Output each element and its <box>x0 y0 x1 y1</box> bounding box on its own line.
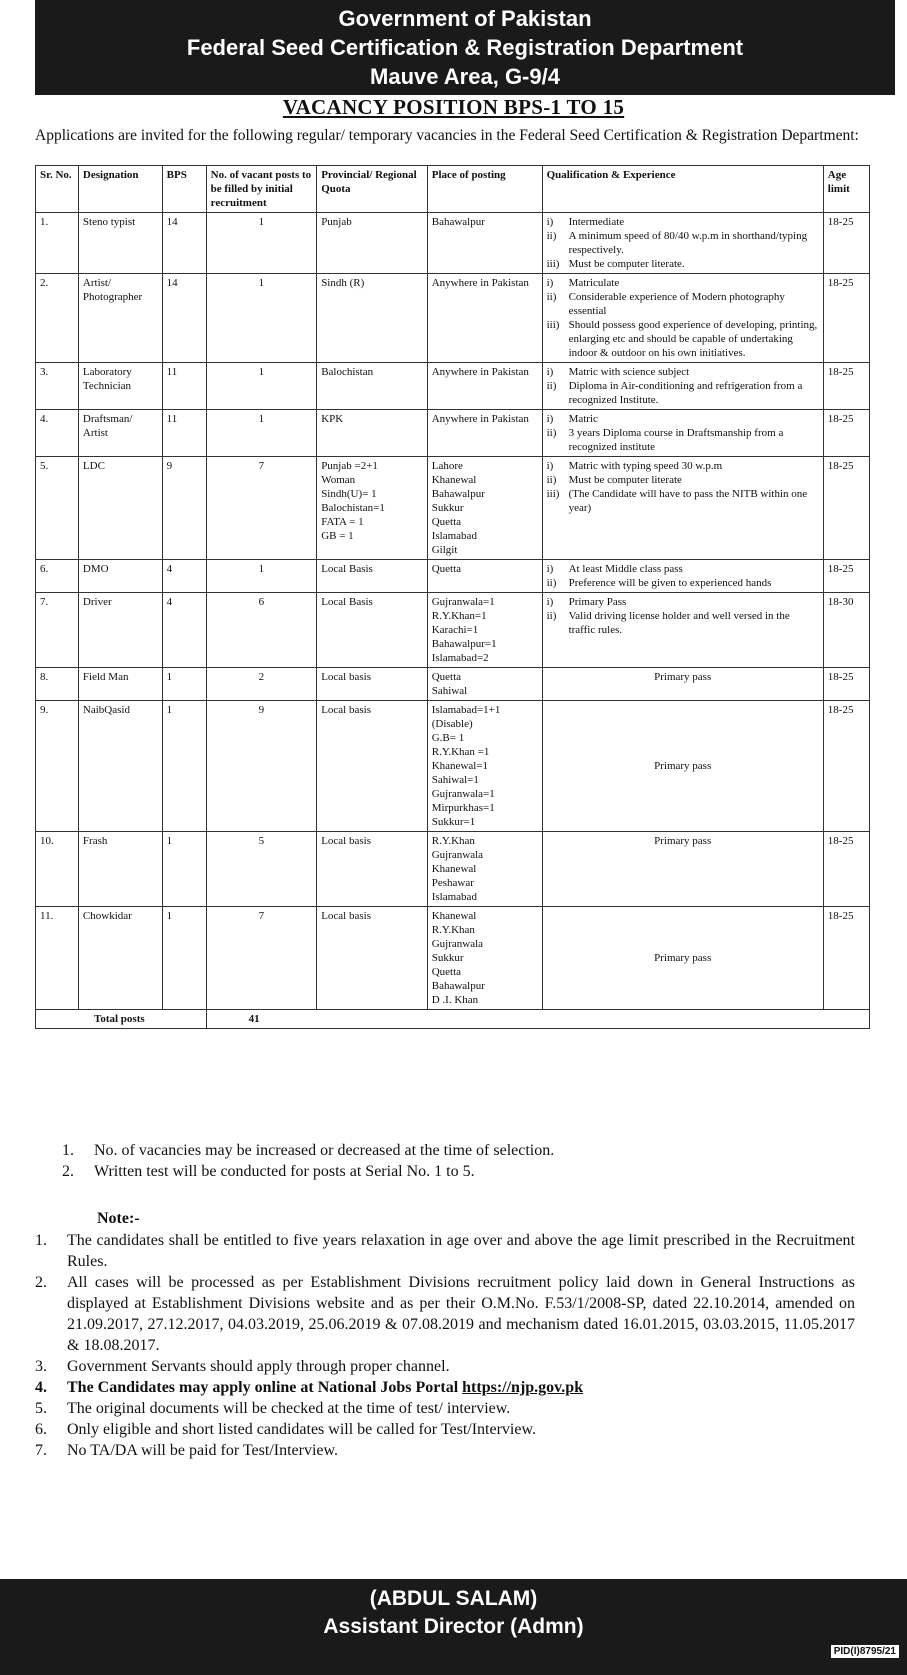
qualification-item <box>547 459 819 473</box>
cell-qualification <box>542 457 823 560</box>
cell-bps: 1 <box>162 907 206 1010</box>
cell-designation: LDC <box>78 457 162 560</box>
note-text-content: All cases will be processed as per Establishment Divisions recruitment policy laid down in General Instructions as displayed at Establishment Divisions website and as per their O.M.No. F.53/1/2008-SP, dated 22.10.2014, amended on 21.09.2017, 27.12.2017, 04.03.2019, 25.06.2019 & 07.08.2019 and mechanism dated 16.01.2015, 03.03.2015, 11.05.2017 & 18.08.2017. <box>67 1274 855 1354</box>
note-num: 3. <box>35 1358 47 1375</box>
qualification-list <box>547 595 819 637</box>
qualification-list <box>547 215 819 271</box>
note-text <box>67 1356 450 1377</box>
qualification-item <box>547 365 819 379</box>
quota-line: Woman <box>321 474 356 486</box>
quota-line: FATA = 1 <box>321 516 364 528</box>
cell-bps: 4 <box>162 593 206 668</box>
njp-portal-link[interactable]: https://njp.gov.pk <box>462 1379 584 1396</box>
qualification-num: iii) <box>546 488 560 500</box>
place-line: Quetta <box>431 966 462 978</box>
cell-age: 18-25 <box>823 560 869 593</box>
table-row <box>36 410 870 457</box>
place-line: Karachi=1 <box>431 624 479 636</box>
cell-qualification <box>542 363 823 410</box>
table-row <box>36 832 870 907</box>
qualification-num: i) <box>546 460 554 472</box>
qualification-text: Valid driving license holder and well versed in the traffic rules. <box>568 610 790 636</box>
qualification-item <box>547 229 819 257</box>
qualification-num: ii) <box>546 427 557 439</box>
place-line: R.Y.Khan=1 <box>431 610 487 622</box>
cell-quota <box>317 363 428 410</box>
table-row <box>36 668 870 701</box>
pid-number: PID(I)8795/21 <box>831 1645 899 1658</box>
place-line: Islamabad=2 <box>431 652 489 664</box>
cell-sr: 8. <box>36 668 79 701</box>
qualification-list <box>547 365 819 407</box>
header-line-address: Mauve Area, G-9/4 <box>370 64 560 89</box>
cell-posts: 1 <box>206 410 317 457</box>
table-body <box>36 213 870 1029</box>
quota-line: Sindh(U)= 1 <box>321 488 377 500</box>
cell-quota <box>317 832 428 907</box>
note-text-content: Government Servants should apply through proper channel. <box>67 1358 450 1375</box>
col-header-designation: Designation <box>78 166 162 213</box>
quota-line: Local Basis <box>321 596 373 608</box>
qualification-list <box>547 459 819 515</box>
cell-quota <box>317 560 428 593</box>
note-text <box>67 1440 338 1461</box>
cell-posts: 1 <box>206 560 317 593</box>
place-line: Bahawalpur=1 <box>431 638 497 650</box>
qualification-num: ii) <box>546 474 557 486</box>
note-num: 2. <box>35 1274 47 1291</box>
cell-age: 18-25 <box>823 907 869 1010</box>
cell-quota <box>317 274 428 363</box>
cell-designation: Chowkidar <box>78 907 162 1010</box>
qualification-num: i) <box>546 216 554 228</box>
remark-num: 2. <box>62 1163 74 1180</box>
cell-place <box>427 213 542 274</box>
cell-place <box>427 560 542 593</box>
cell-place <box>427 701 542 832</box>
place-line: Mirpurkhas=1 <box>431 802 495 814</box>
quota-line: KPK <box>321 413 344 425</box>
qualification-num: i) <box>546 563 554 575</box>
total-value-cell <box>206 1010 869 1029</box>
cell-posts: 1 <box>206 274 317 363</box>
cell-quota <box>317 668 428 701</box>
note-text-content: The original documents will be checked at the time of test/ interview. <box>67 1400 511 1417</box>
place-line: Gujranwala=1 <box>431 788 495 800</box>
cell-place <box>427 274 542 363</box>
table-row <box>36 457 870 560</box>
table-row <box>36 560 870 593</box>
table-row <box>36 907 870 1010</box>
note-item <box>35 1356 855 1377</box>
note-text <box>67 1377 583 1398</box>
qualification-item <box>547 257 819 271</box>
cell-posts: 5 <box>206 832 317 907</box>
qualification-text: Matric with typing speed 30 w.p.m <box>568 460 723 472</box>
cell-age: 18-25 <box>823 701 869 832</box>
note-num: 1. <box>35 1232 47 1249</box>
signatory-designation: Assistant Director (Admn) <box>323 1615 584 1638</box>
cell-quota <box>317 213 428 274</box>
cell-bps: 11 <box>162 363 206 410</box>
qualification-num: ii) <box>546 230 557 242</box>
cell-sr: 1. <box>36 213 79 274</box>
place-line: Quetta <box>431 671 462 683</box>
col-header-bps: BPS <box>162 166 206 213</box>
header-line-department: Federal Seed Certification & Registration Department <box>186 35 744 60</box>
place-line: Sukkur=1 <box>431 816 476 828</box>
qualification-num: ii) <box>546 610 557 622</box>
cell-qualification: Primary pass <box>542 701 823 832</box>
qualification-num: i) <box>546 277 554 289</box>
qualification-text: At least Middle class pass <box>568 563 683 575</box>
cell-qualification <box>542 560 823 593</box>
place-line: Bahawalpur <box>431 216 485 228</box>
intro-text: Applications are invited for the following regular/ temporary vacancies in the Federal Seed Certification & Registration Department: <box>35 127 859 144</box>
place-line: R.Y.Khan <box>431 835 475 847</box>
qualification-text: Matriculate <box>568 277 620 289</box>
qualification-text: Must be computer literate <box>568 474 682 486</box>
cell-qualification: Primary pass <box>542 907 823 1010</box>
place-line: Anywhere in Pakistan <box>431 366 529 378</box>
qualification-text: (The Candidate will have to pass the NITB within one year) <box>568 488 808 514</box>
cell-posts: 2 <box>206 668 317 701</box>
qualification-text: A minimum speed of 80/40 w.p.m in shorthand/typing respectively. <box>568 230 808 256</box>
cell-age: 18-25 <box>823 213 869 274</box>
place-line: Sukkur <box>431 952 464 964</box>
place-line: Quetta <box>431 516 462 528</box>
qualification-item <box>547 473 819 487</box>
note-item <box>35 1377 855 1398</box>
place-line: Anywhere in Pakistan <box>431 277 529 289</box>
cell-designation: Field Man <box>78 668 162 701</box>
remark-item <box>62 1161 862 1182</box>
note-item <box>35 1440 855 1461</box>
qualification-text: Must be computer literate. <box>568 258 685 270</box>
col-header-place: Place of posting <box>427 166 542 213</box>
cell-posts: 1 <box>206 213 317 274</box>
qualification-num: iii) <box>546 319 560 331</box>
total-row <box>36 1010 870 1029</box>
place-line: Bahawalpur <box>431 980 485 992</box>
col-header-vacant-posts: No. of vacant posts to be filled by initial recruitment <box>206 166 317 213</box>
table-row <box>36 701 870 832</box>
qualification-text: Primary Pass <box>568 596 627 608</box>
cell-age: 18-25 <box>823 410 869 457</box>
quota-line: Local basis <box>321 671 371 683</box>
note-text <box>67 1419 536 1440</box>
table-row <box>36 363 870 410</box>
note-num: 4. <box>35 1379 47 1396</box>
cell-posts: 7 <box>206 457 317 560</box>
cell-place <box>427 832 542 907</box>
cell-quota <box>317 701 428 832</box>
cell-sr: 11. <box>36 907 79 1010</box>
cell-qualification <box>542 593 823 668</box>
cell-qualification <box>542 410 823 457</box>
qualification-text: Should possess good experience of developing, printing, enlarging etc and should be capable of undertaking indoor & outdoor on his own initiatives. <box>568 319 818 359</box>
cell-bps: 9 <box>162 457 206 560</box>
place-line: Gujranwala <box>431 938 484 950</box>
note-text-content: The candidates shall be entitled to five years relaxation in age over and above the age limit prescribed in the Recruitment Rules. <box>67 1232 855 1270</box>
qualification-num: ii) <box>546 577 557 589</box>
qualification-text: 3 years Diploma course in Draftsmanship from a recognized institute <box>568 427 784 453</box>
cell-designation: Frash <box>78 832 162 907</box>
cell-place <box>427 410 542 457</box>
signatory-name: (ABDUL SALAM) <box>369 1587 538 1610</box>
cell-place <box>427 363 542 410</box>
total-label: Total posts <box>94 1013 145 1025</box>
note-heading: Note:- <box>97 1210 140 1227</box>
cell-quota <box>317 457 428 560</box>
col-header-qualification: Qualification & Experience <box>542 166 823 213</box>
cell-designation: Artist/ Photographer <box>78 274 162 363</box>
qualification-item <box>547 609 819 637</box>
cell-designation: Driver <box>78 593 162 668</box>
col-header-age: Age limit <box>823 166 869 213</box>
cell-place <box>427 593 542 668</box>
note-num: 6. <box>35 1421 47 1438</box>
place-line: G.B= 1 <box>431 732 465 744</box>
qualification-num: i) <box>546 366 554 378</box>
table-row <box>36 593 870 668</box>
quota-line: Balochistan <box>321 366 374 378</box>
cell-bps: 14 <box>162 274 206 363</box>
quota-line: Local basis <box>321 704 371 716</box>
remark-num: 1. <box>62 1142 74 1159</box>
qualification-item <box>547 412 819 426</box>
table-row <box>36 274 870 363</box>
cell-bps: 1 <box>162 832 206 907</box>
note-item <box>35 1419 855 1440</box>
note-text <box>67 1230 855 1272</box>
qualification-num: ii) <box>546 291 557 303</box>
place-line: Khanewal <box>431 910 477 922</box>
note-item <box>35 1272 855 1356</box>
qualification-list <box>547 276 819 360</box>
cell-quota <box>317 593 428 668</box>
qualification-list <box>547 562 819 590</box>
notes-list <box>35 1230 855 1461</box>
qualification-item <box>547 318 819 360</box>
remark-text: Written test will be conducted for posts at Serial No. 1 to 5. <box>94 1163 475 1180</box>
cell-designation: DMO <box>78 560 162 593</box>
cell-designation: Steno typist <box>78 213 162 274</box>
footer-banner <box>0 1579 907 1675</box>
total-value: 41 <box>248 1013 260 1025</box>
cell-place <box>427 907 542 1010</box>
place-line: Gujranwala=1 <box>431 596 495 608</box>
qualification-text: Diploma in Air-conditioning and refrigeration from a recognized Institute. <box>568 380 803 406</box>
cell-sr: 6. <box>36 560 79 593</box>
qualification-num: i) <box>546 413 554 425</box>
cell-sr: 7. <box>36 593 79 668</box>
cell-age: 18-25 <box>823 363 869 410</box>
place-line: Lahore <box>431 460 463 472</box>
qualification-item <box>547 595 819 609</box>
remarks-list <box>62 1140 862 1182</box>
qualification-num: ii) <box>546 380 557 392</box>
note-text-content: No TA/DA will be paid for Test/Interview. <box>67 1442 339 1459</box>
cell-place <box>427 668 542 701</box>
note-item <box>35 1230 855 1272</box>
remark-item <box>62 1140 862 1161</box>
place-line: R.Y.Khan =1 <box>431 746 490 758</box>
qualification-item <box>547 276 819 290</box>
note-text <box>67 1398 510 1419</box>
qualification-text: Preference will be given to experienced hands <box>568 577 772 589</box>
place-line: Gilgit <box>431 544 458 556</box>
note-text-content: Only eligible and short listed candidates will be called for Test/Interview. <box>67 1421 536 1438</box>
quota-line: Punjab =2+1 <box>321 460 378 472</box>
qualification-num: iii) <box>546 258 560 270</box>
cell-sr: 2. <box>36 274 79 363</box>
table-row <box>36 213 870 274</box>
qualification-item <box>547 379 819 407</box>
place-line: Sukkur <box>431 502 464 514</box>
cell-age: 18-30 <box>823 593 869 668</box>
qualification-item <box>547 562 819 576</box>
qualification-text: Matric <box>568 413 598 425</box>
cell-sr: 10. <box>36 832 79 907</box>
cell-age: 18-25 <box>823 668 869 701</box>
header-banner <box>35 0 895 95</box>
quota-line: Punjab <box>321 216 352 228</box>
col-header-quota: Provincial/ Regional Quota <box>317 166 428 213</box>
cell-posts: 9 <box>206 701 317 832</box>
total-label-cell <box>36 1010 207 1029</box>
cell-quota <box>317 410 428 457</box>
place-line: Islamabad=1+1 <box>431 704 501 716</box>
place-line: Sahiwal=1 <box>431 774 479 786</box>
quota-line: Sindh (R) <box>321 277 365 289</box>
qualification-item <box>547 215 819 229</box>
cell-qualification <box>542 274 823 363</box>
qualification-item <box>547 576 819 590</box>
cell-posts: 1 <box>206 363 317 410</box>
place-line: Khanewal <box>431 474 477 486</box>
cell-sr: 9. <box>36 701 79 832</box>
cell-bps: 11 <box>162 410 206 457</box>
note-item <box>35 1398 855 1419</box>
cell-sr: 4. <box>36 410 79 457</box>
qualification-text: Matric with science subject <box>568 366 690 378</box>
cell-bps: 1 <box>162 701 206 832</box>
cell-posts: 6 <box>206 593 317 668</box>
qualification-num: i) <box>546 596 554 608</box>
quota-line: Balochistan=1 <box>321 502 385 514</box>
place-line: D .I. Khan <box>431 994 479 1006</box>
cell-quota <box>317 907 428 1010</box>
place-line: Sahiwal <box>431 685 468 697</box>
place-line: Peshawar <box>431 877 474 889</box>
qualification-text: Intermediate <box>568 216 625 228</box>
cell-qualification <box>542 213 823 274</box>
qualification-item <box>547 426 819 454</box>
place-line: Islamabad <box>431 530 477 542</box>
quota-line: Local basis <box>321 835 371 847</box>
cell-age: 18-25 <box>823 832 869 907</box>
note-text-content: The Candidates may apply online at National Jobs Portal <box>67 1379 463 1396</box>
cell-place <box>427 457 542 560</box>
cell-age: 18-25 <box>823 274 869 363</box>
cell-bps: 1 <box>162 668 206 701</box>
place-line: Bahawalpur <box>431 488 485 500</box>
place-line: Khanewal=1 <box>431 760 489 772</box>
place-line: Khanewal <box>431 863 477 875</box>
cell-bps: 4 <box>162 560 206 593</box>
quota-line: Local Basis <box>321 563 373 575</box>
note-num: 7. <box>35 1442 47 1459</box>
cell-age: 18-25 <box>823 457 869 560</box>
cell-sr: 5. <box>36 457 79 560</box>
note-num: 5. <box>35 1400 47 1417</box>
place-line: R.Y.Khan <box>431 924 475 936</box>
remark-text: No. of vacancies may be increased or decreased at the time of selection. <box>94 1142 555 1159</box>
header-line-government: Government of Pakistan <box>338 6 592 31</box>
page-title: VACANCY POSITION BPS-1 TO 15 <box>282 95 625 119</box>
cell-bps: 14 <box>162 213 206 274</box>
cell-designation: Draftsman/ Artist <box>78 410 162 457</box>
cell-qualification: Primary pass <box>542 668 823 701</box>
table-header-row <box>36 166 870 213</box>
cell-designation: NaibQasid <box>78 701 162 832</box>
note-text <box>67 1272 855 1356</box>
qualification-text: Considerable experience of Modern photography essential <box>568 291 785 317</box>
place-line: Anywhere in Pakistan <box>431 413 529 425</box>
cell-designation: Laboratory Technician <box>78 363 162 410</box>
cell-posts: 7 <box>206 907 317 1010</box>
place-line: Quetta <box>431 563 462 575</box>
place-line: Islamabad <box>431 891 477 903</box>
vacancy-table <box>35 165 870 1029</box>
qualification-list <box>547 412 819 454</box>
qualification-item <box>547 487 819 515</box>
place-line: (Disable) <box>431 718 473 730</box>
cell-sr: 3. <box>36 363 79 410</box>
quota-line: GB = 1 <box>321 530 354 542</box>
quota-line: Local basis <box>321 910 371 922</box>
col-header-sr: Sr. No. <box>36 166 79 213</box>
cell-qualification: Primary pass <box>542 832 823 907</box>
qualification-item <box>547 290 819 318</box>
place-line: Gujranwala <box>431 849 484 861</box>
